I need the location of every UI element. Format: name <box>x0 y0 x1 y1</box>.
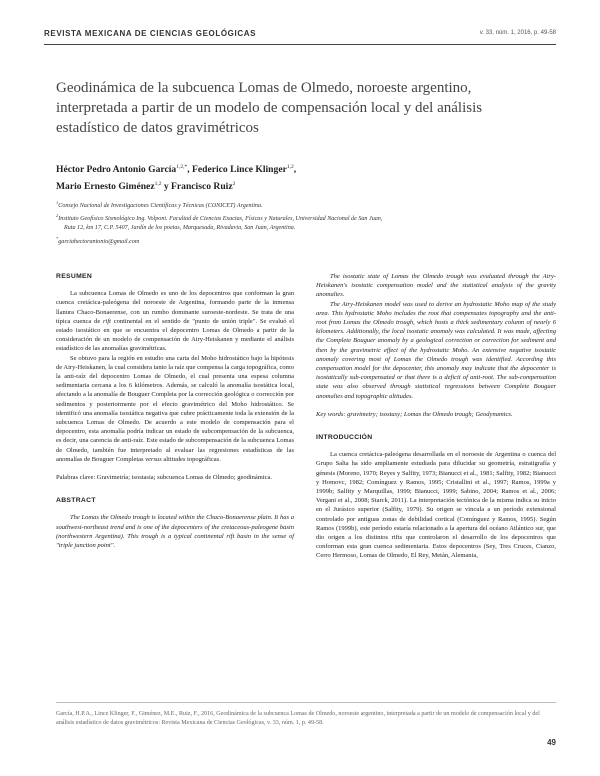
abstract-keywords: Key words: gravimetry; isostasy; Lomas the Olmedo trough; Geodynamics. <box>316 410 513 418</box>
resumen-keywords: Palabras clave: Gravimetría; isostasia; subcuenca Lomas de Olmedo; geodinámica. <box>56 474 273 482</box>
volume-info: v. 33, núm. 1, 2016, p. 49-58 <box>479 30 556 36</box>
author-separator: , <box>187 164 192 176</box>
author-separator: , <box>293 164 297 176</box>
abstract-heading: ABSTRACT <box>56 497 96 505</box>
abstract-paragraph-2: The isostatic state of Lomas the Olmedo trough was evaluated through the Airy-Heiskanen's isostatic compensation model and the statistical analysis of the gravity anomalies. <box>316 273 556 299</box>
author-name: Federico Lince Klinger <box>191 164 287 176</box>
author-affiliation-mark: 2 <box>232 181 236 188</box>
resumen-paragraph-2: Se obtuvo para la región en estudio una carta del Moho hidrostático bajo la hipótesis de Airy-Heiskanen, la cual considera tanto la raíz que compensa la carga topográfica, como la anti-raíz del depocentro Lomas de Olmedo, el cual presenta una espesa columna sedimentaria cercana a los 6 kilómetros. Además, se calculó la anomalía isostática local, afectando a la anomalía de Bouguer Completa por la corrección geológica o corrección por sedimentos y posteriormente por el efecto gravimétrico del Moho hidrostático. Se identificó una anomalía isostática negativa que cubre prácticamente toda la extensión de la subcuenca Lomas de Olmedo. De acuerdo a este modelo de compensación para el depocentro, esta anomalía podría indicar un estado de subcompensación de la subcuenca, es decir, una carencia de anti-raíz. Este estado de subcompensación de la subcuenca Lomas de Olmedo, también fue interpretado al evaluar las regresiones estadísticas de las anomalías de Bouguer Completas versus altitudes topográficas. <box>56 354 294 463</box>
author-name: Francisco Ruiz <box>171 181 233 193</box>
header-rule <box>44 44 556 45</box>
affiliation-2-address: Ruta 12, km 17, C.P. 5407, Jardín de los poetas, Marquesada, Rivadavia, San Juan, Argentina. <box>64 225 296 232</box>
author-name: Héctor Pedro Antonio García <box>56 164 177 176</box>
abstract-paragraph-1: The Lomas the Olmedo trough is located within the Chaco-Bonaerense plain. It has a southwest-northeast trend and is one of the depocenters of the cretaceous-paleogene basin (northwestern Argentina). This trough is a typical continental rift basin in the sense of "triple junction point". <box>56 514 294 550</box>
resumen-heading: RESUMEN <box>56 273 93 280</box>
corresponding-email: *garciahectorantonio@gmail.com <box>56 235 140 245</box>
right-column <box>316 272 556 561</box>
page-number: 49 <box>547 738 556 747</box>
author-list <box>56 160 536 194</box>
footer-rule <box>56 702 556 703</box>
introduccion-paragraph-1: La cuenca cretácica-paleógena desarrollada en el noroeste de Argentina o cuenca del Grupo Salta ha sido ampliamente estudiada para dilucidar su geometría, estratigrafía y génesis (Moreno, 1970; Reyes y Salfity, 1973; Bianucci et al., 1981; Salfity, 1982; Bianucci y Homovc, 1982; Comínguez y Ramos, 1995; Cristallini et al., 1997; Ramos, 1999a y 1999b; Salfity y Marquillas, 1999; Bianucci, 1999; Sabino, 2004; Ramos et al., 2006; Vergani et al., 2008; Starck, 2011). La interpretación tectónica de la misma indica su inicio en el Jurásico superior (Salfity, 1979). Su origen se vincula a un período extensional controlado por antiguas zonas de debilidad cortical (Comínguez y Ramos, 1995). Según Ramos (1999b), este período estaría relacionado a la apertura del océano Atlántico sur, que dio origen a los distintos rifts que controlaron el desarrollo de los depocentros que conforman esta gran cuenca sedimentaria. Estos depocentros (Sey, Tres Cruces, Cianzo, Cerro Hermoso, Lomas de Olmedo, El Rey, Metán, Alemania, <box>316 451 556 560</box>
affiliation-2: $^2$Instituto Geofísico Sismológico Ing. Volponi. Facultad de Ciencias Exactas, Físicas y Naturales, Universidad Nacional de San Juan, <box>56 213 383 223</box>
author-affiliation-mark: 1,2 <box>286 164 294 170</box>
abstract-paragraph-3: The Airy-Heiskanen model was used to derive an hydrostatic Moho map of the study area. This hydrostatic Moho includes the root that compensates topography and the anti-root from Lomas the Olmedo trough, which hosts a thick sedimentary column of nearly 6 kilometers. Additionally, the local isostatic anomaly was calculated. It was made, affecting the Complete Bouguer anomaly by a geological correction or correction for sediment and then by the gravimetric effect of the hydrostatic Moho. An extensive negative isostatic anomaly covering most of Lomas the Olmedo trough was identified. According this compensation model for the depocenter, this anomaly may indicate that the depocenter is isostatically sub-compensated or that there is a deficit of anti-root. The sub-compensation state was also observed through statistical regressions between Complete Bouguer anomalies and topographic altitudes. <box>316 300 556 400</box>
author-separator: y <box>161 181 172 193</box>
author-affiliation-mark: 1,2 <box>154 181 162 188</box>
affiliation-1: $^1$Consejo Nacional de Investigaciones Científicas y Técnicas (CONICET) Argentina. <box>56 200 263 210</box>
introduccion-heading: INTRODUCCIÓN <box>316 434 373 442</box>
affiliations <box>56 198 546 247</box>
author-name: Mario Ernesto Giménez <box>56 181 155 193</box>
citation: García, H.P.A., Lince Klinger, F., Giménez, M.E., Ruiz, F., 2016, Geodinámica de la subcuenca Lomas de Olmedo, noroeste argentino, interpretada a partir de un modelo de compensación local y del análisis estadístico de datos gravimétricos: Revista Mexicana de Ciencias Geológicas, v. 33, núm. 1, p. 49-58. <box>56 711 540 726</box>
author-affiliation-mark: 1,2,* <box>176 164 188 170</box>
resumen-paragraph-1: La subcuenca Lomas de Olmedo es uno de los depocentros que conforman la gran cuenca cretácica-paleógena del noroeste de Argentina, formando parte de la inmensa llanura Chaco-Bonaerense, con un rumbo dominante suroeste-nordeste. Se trata de una típica cuenca de rift continental en el sentido de "punto de unión triple". Se evaluó el estado isostático en que se encuentra el depocentro Lomas de Olmedo a partir de la consideración de un modelo de compensación de Airy-Heiskanen y mediante el análisis estadístico de las anomalías gravimétricas. <box>56 290 294 353</box>
left-column <box>56 272 294 550</box>
article-title: Geodinámica de la subcuenca Lomas de Olmedo, noroeste argentino, interpretada a partir de un modelo de compensación local y del análisis estadístico de datos gravimétricos <box>56 80 483 136</box>
journal-name: REVISTA MEXICANA DE CIENCIAS GEOLÓGICAS <box>44 29 257 38</box>
